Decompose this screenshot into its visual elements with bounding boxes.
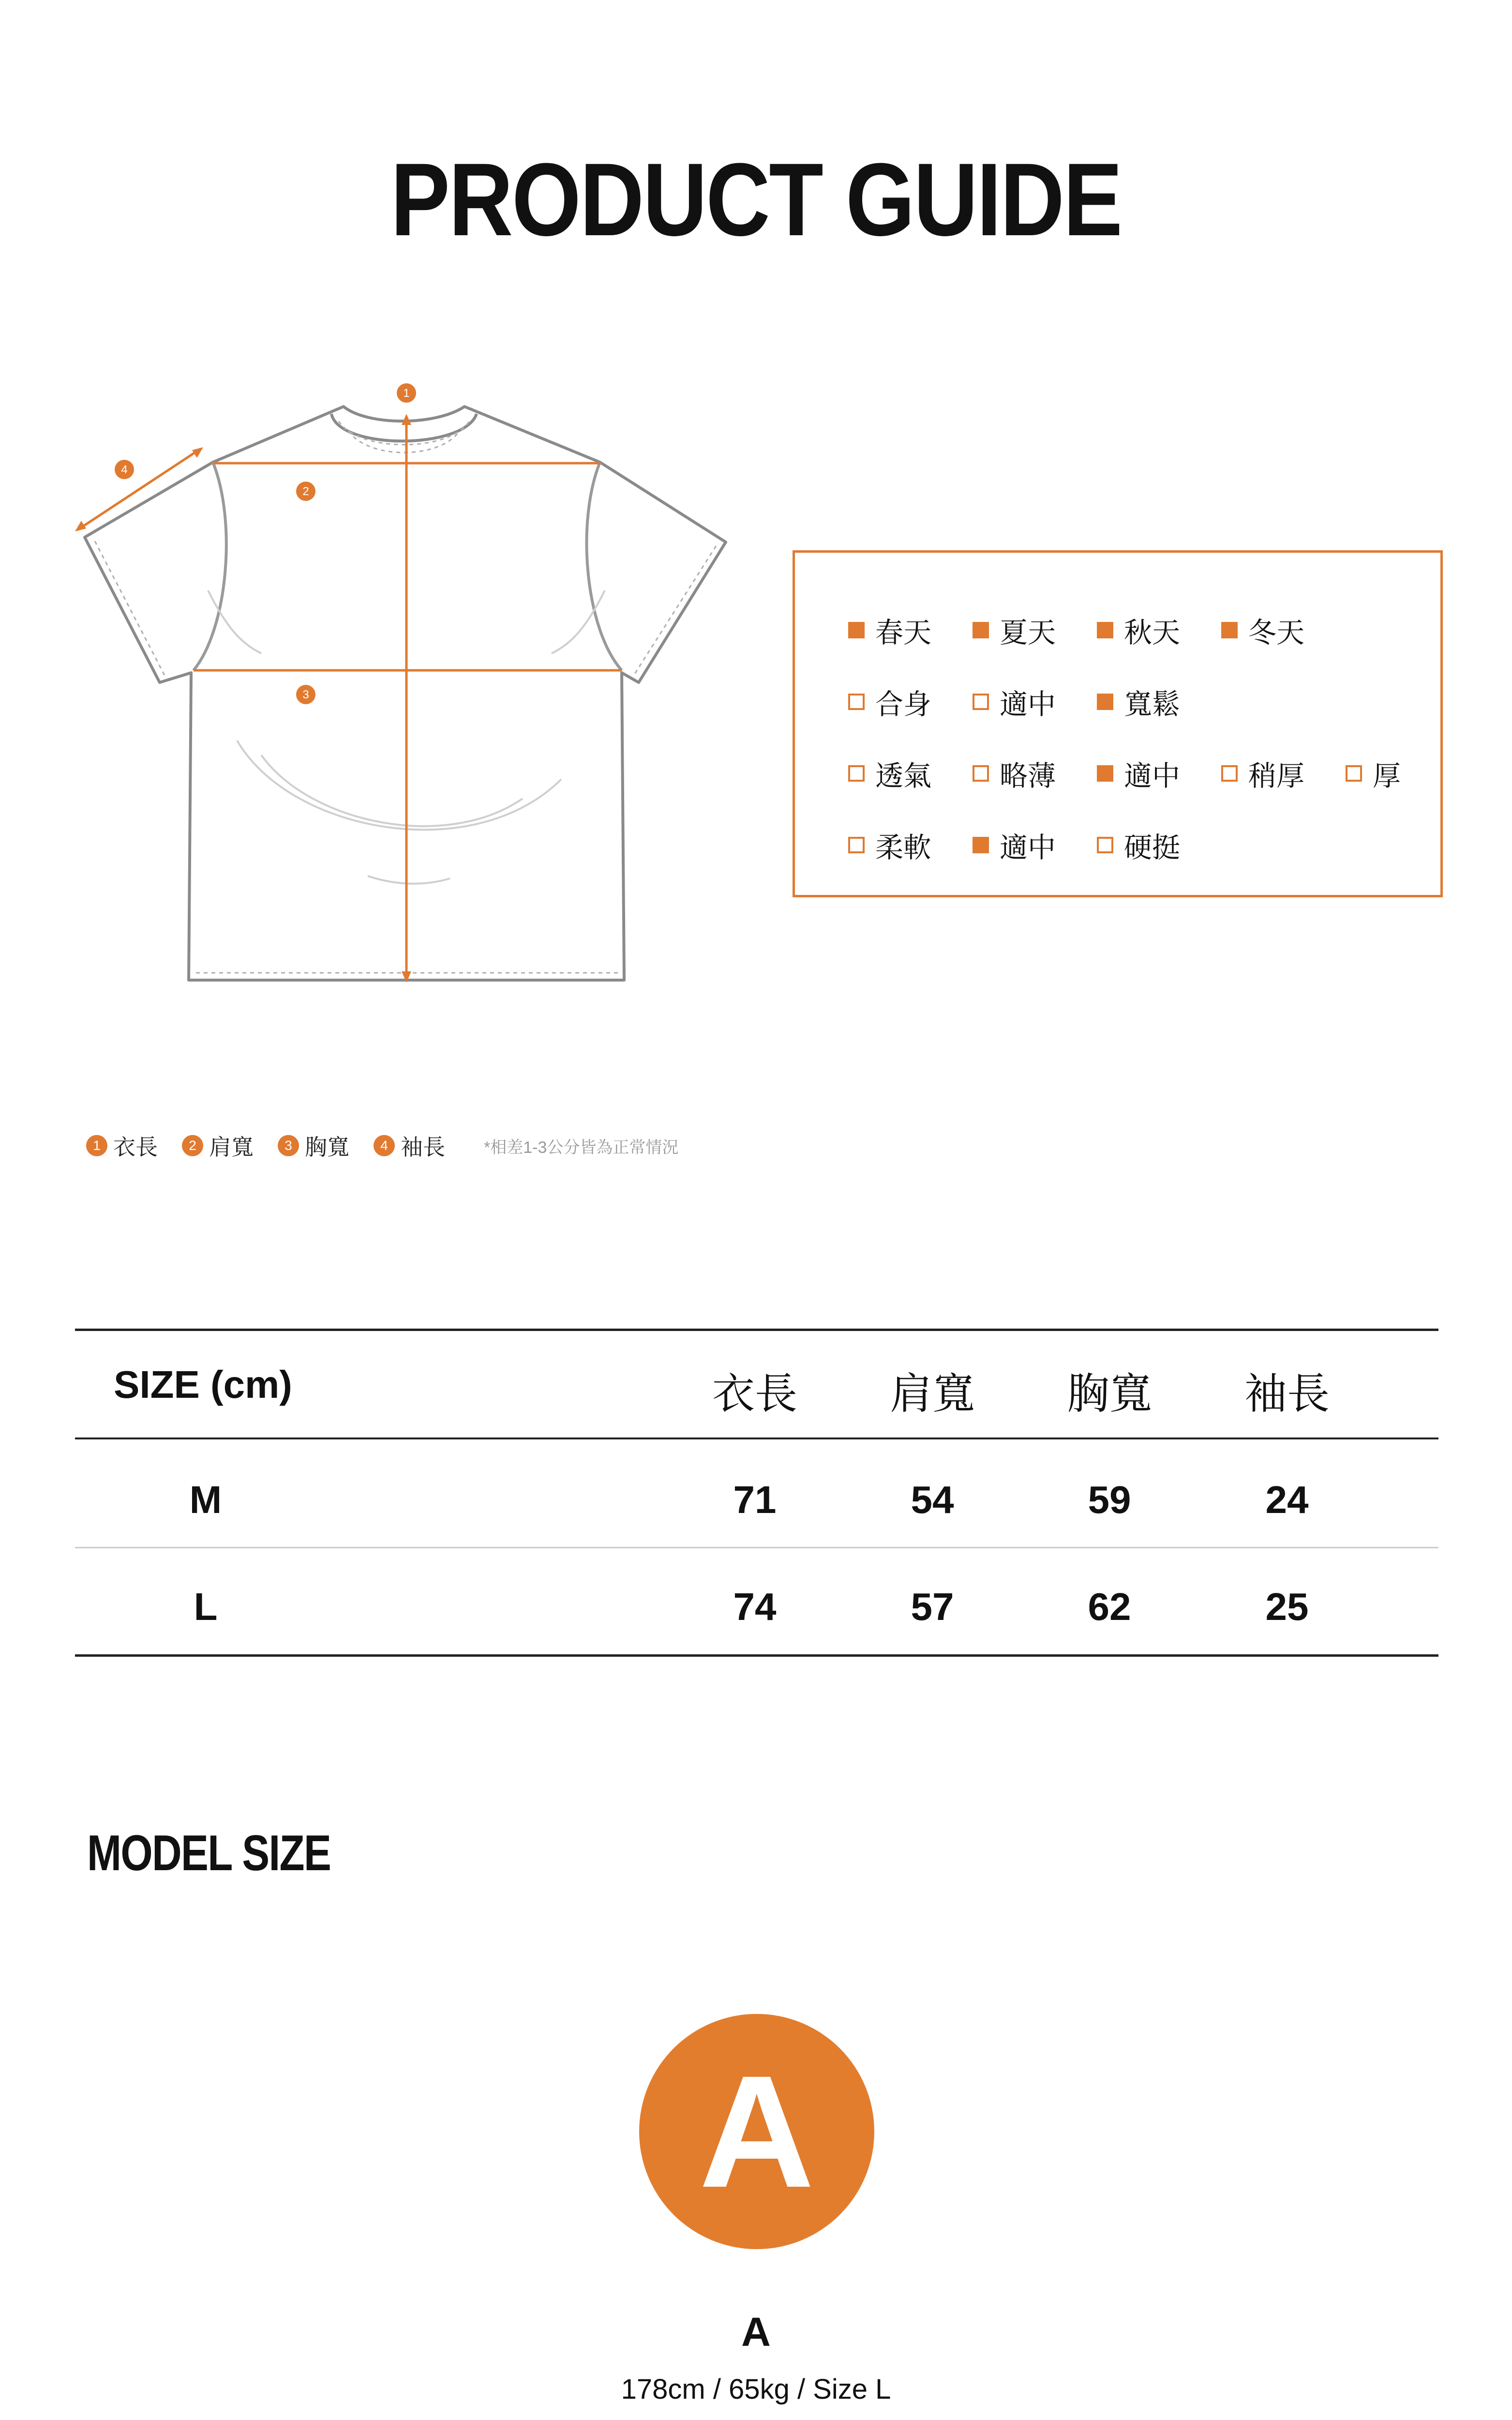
table-cell: 59: [1088, 1478, 1131, 1521]
attr-item[interactable]: 厚: [1346, 753, 1401, 794]
attr-item[interactable]: 秋天: [1097, 610, 1180, 650]
legend-item: 2 肩寬: [182, 1130, 254, 1162]
marker-1-label: 1: [403, 387, 410, 400]
attr-item[interactable]: 適中: [1097, 753, 1180, 794]
checkbox-checked-icon: [973, 837, 989, 853]
checkbox-checked-icon: [1097, 622, 1113, 638]
attr-item[interactable]: 適中: [973, 825, 1056, 865]
checkbox-unchecked-icon: [848, 765, 865, 782]
table-cell: 71: [733, 1478, 777, 1521]
attr-item[interactable]: 合身: [848, 681, 931, 722]
number-badge-icon: 1: [86, 1135, 107, 1156]
size-label: M: [189, 1478, 222, 1521]
model-stats: 178cm / 65kg / Size L: [621, 2374, 891, 2405]
marker-4-label: 4: [121, 463, 128, 476]
marker-3-label: 3: [302, 688, 309, 701]
attr-item[interactable]: 春天: [848, 610, 931, 650]
checkbox-checked-icon: [848, 622, 865, 638]
table-bottom-rule: [75, 1654, 1438, 1657]
fabric-attributes-box: [793, 550, 1443, 897]
attr-item[interactable]: 透氣: [848, 753, 931, 794]
checkbox-checked-icon: [1097, 765, 1113, 782]
table-cell: 74: [733, 1585, 777, 1628]
checkbox-unchecked-icon: [1097, 837, 1113, 853]
checkbox-checked-icon: [1097, 694, 1113, 710]
legend-item: 3 胸寬: [278, 1130, 349, 1162]
table-header-chest: 胸寬: [1066, 1370, 1152, 1418]
attr-item[interactable]: 柔軟: [848, 825, 931, 865]
attr-item[interactable]: 夏天: [973, 610, 1056, 650]
checkbox-unchecked-icon: [1221, 765, 1238, 782]
tshirt-measurement-diagram: [68, 378, 745, 1007]
table-header-length: 衣長: [712, 1370, 797, 1418]
checkbox-checked-icon: [1221, 622, 1238, 638]
size-label: L: [194, 1585, 218, 1628]
model-size-title: MODEL SIZE: [87, 1825, 331, 1881]
attr-item[interactable]: 硬挺: [1097, 825, 1180, 865]
table-cell: 57: [911, 1585, 954, 1628]
checkbox-unchecked-icon: [848, 837, 865, 853]
table-cell: 24: [1265, 1478, 1309, 1521]
checkbox-unchecked-icon: [973, 765, 989, 782]
model-avatar: A: [639, 2014, 874, 2249]
number-badge-icon: 2: [182, 1135, 203, 1156]
table-cell: 54: [911, 1478, 954, 1521]
attr-item[interactable]: 稍厚: [1221, 753, 1304, 794]
page-title: PRODUCT GUIDE: [390, 142, 1122, 257]
legend-note: *相差1-3公分皆為正常情況: [484, 1138, 679, 1157]
table-header-sleeve: 袖長: [1244, 1370, 1330, 1418]
model-name: A: [741, 2309, 771, 2355]
attr-item[interactable]: 適中: [973, 681, 1056, 722]
number-badge-icon: 4: [374, 1135, 395, 1156]
table-header-size: SIZE (cm): [114, 1363, 292, 1406]
table-row-divider: [75, 1547, 1438, 1548]
attr-item[interactable]: 冬天: [1221, 610, 1304, 650]
checkbox-unchecked-icon: [973, 694, 989, 710]
legend-item: 1 衣長: [86, 1130, 158, 1162]
table-cell: 62: [1088, 1585, 1131, 1628]
checkbox-unchecked-icon: [848, 694, 865, 710]
table-cell: 25: [1265, 1585, 1309, 1628]
marker-2-label: 2: [302, 485, 309, 498]
table-header-rule: [75, 1437, 1438, 1439]
measurement-legend: [86, 1131, 678, 1160]
table-header-shoulder: 肩寬: [889, 1370, 975, 1418]
attr-item[interactable]: 寬鬆: [1097, 681, 1180, 722]
legend-item: 4 袖長: [374, 1130, 445, 1162]
number-badge-icon: 3: [278, 1135, 299, 1156]
table-top-rule: [75, 1329, 1438, 1331]
attr-item[interactable]: 略薄: [973, 753, 1056, 794]
checkbox-checked-icon: [973, 622, 989, 638]
checkbox-unchecked-icon: [1346, 765, 1362, 782]
